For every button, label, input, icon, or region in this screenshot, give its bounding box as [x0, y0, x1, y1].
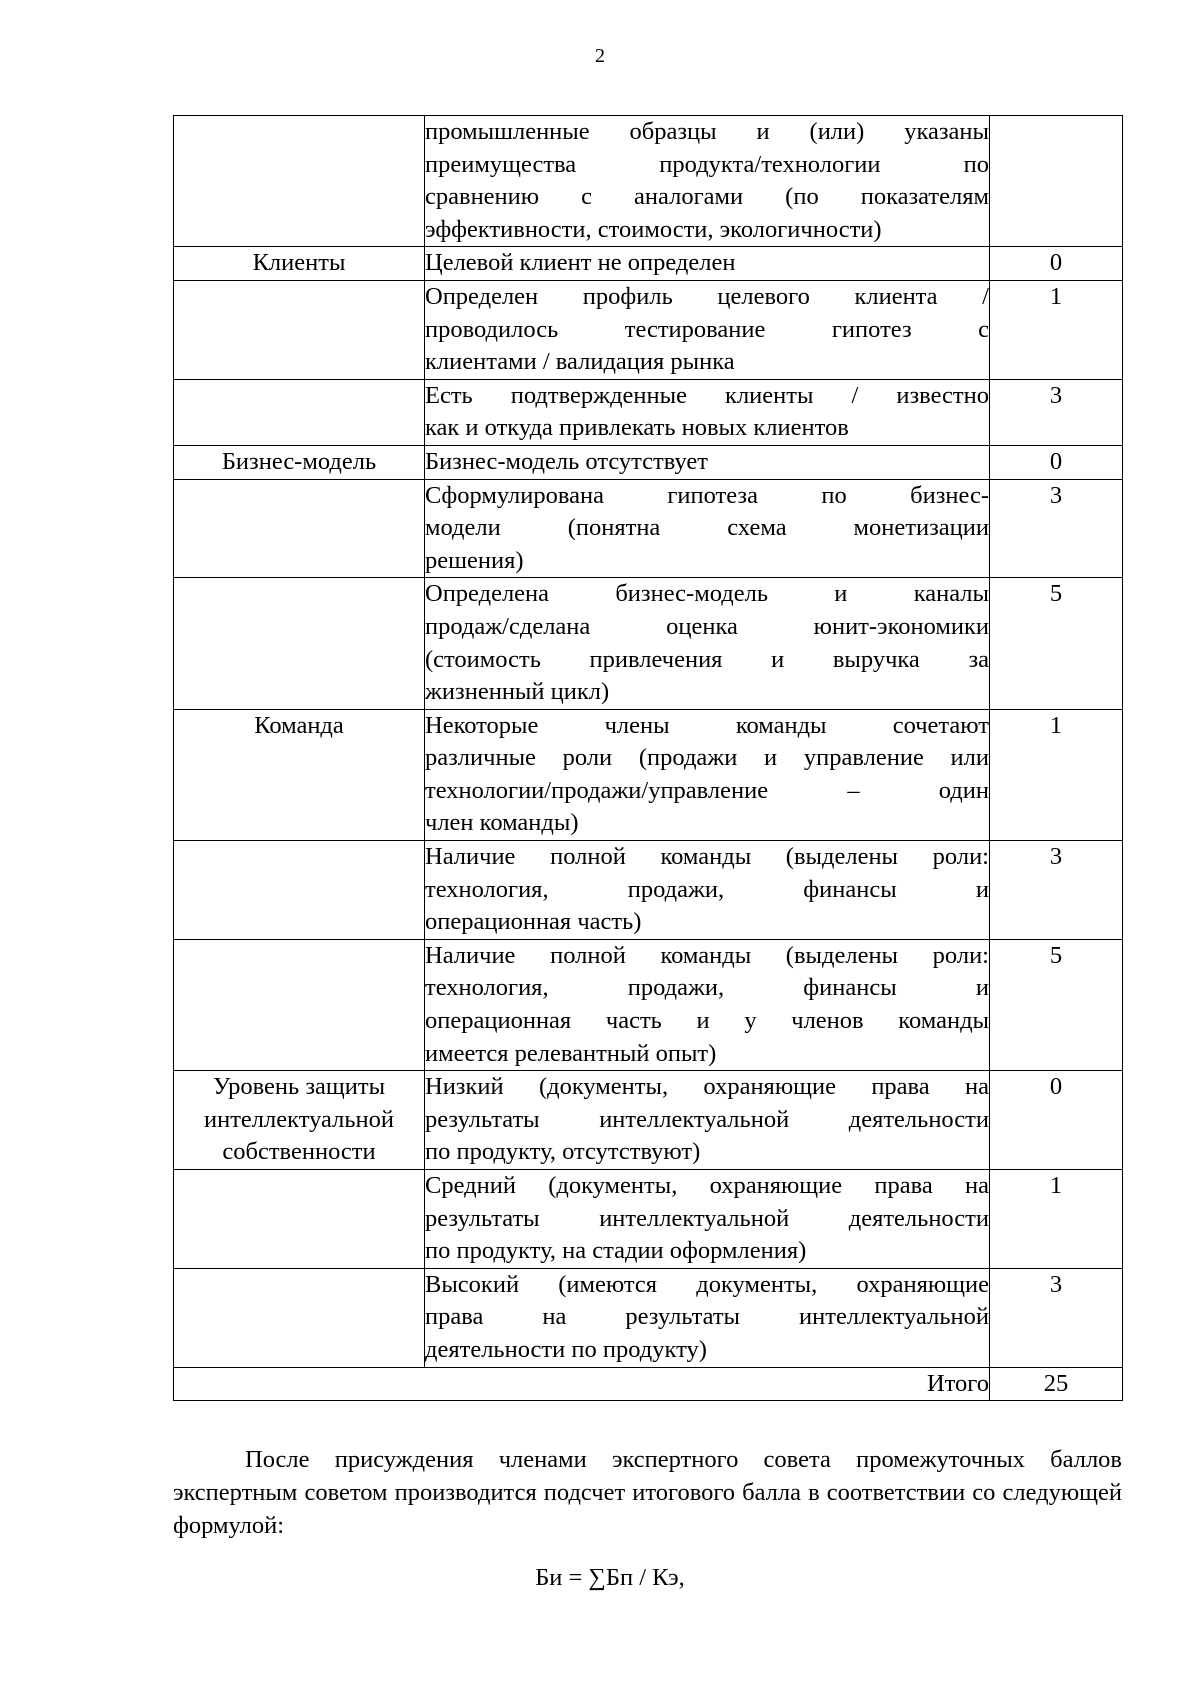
description-cell: Наличие полной команды (выделены роли: технология, продажи, финансы и операционная часть): [425, 841, 990, 940]
table-row: [174, 1170, 1123, 1269]
table-row: [174, 1268, 1123, 1367]
table-row: [174, 1071, 1123, 1170]
score-cell: 3: [990, 1268, 1123, 1367]
description-cell: Определена бизнес-модель и каналы продаж/сделана оценка юнит-экономики (стоимость привлечения и выручка за жизненный цикл): [425, 578, 990, 709]
criterion-cell: [174, 479, 425, 578]
description-cell: Сформулирована гипотеза по бизнес- модели (понятна схема монетизации решения): [425, 479, 990, 578]
criterion-cell: [174, 841, 425, 940]
description-cell: Определен профиль целевого клиента / проводилось тестирование гипотез с клиентами / валидация рынка: [425, 280, 990, 379]
description-cell: Низкий (документы, охраняющие права на результаты интеллектуальной деятельности по продукту, отсутствуют): [425, 1071, 990, 1170]
criterion-cell: [174, 280, 425, 379]
table-row: [174, 939, 1123, 1070]
score-cell: [990, 116, 1123, 247]
criterion-cell: [174, 578, 425, 709]
criterion-cell: [174, 379, 425, 445]
total-row: [174, 1367, 1123, 1401]
score-cell: 1: [990, 1170, 1123, 1269]
criterion-cell: [174, 116, 425, 247]
total-label: Итого: [174, 1367, 990, 1401]
score-cell: 0: [990, 1071, 1123, 1170]
table-row: [174, 841, 1123, 940]
table-row: [174, 445, 1123, 479]
score-cell: 1: [990, 280, 1123, 379]
criterion-business-model: Бизнес-модель: [174, 445, 425, 479]
criteria-table: [173, 115, 1123, 1401]
criterion-team: Команда: [174, 709, 425, 840]
criterion-clients: Клиенты: [174, 247, 425, 281]
criterion-ip-protection: Уровень защиты интеллектуальной собственности: [174, 1071, 425, 1170]
body-paragraph: После присуждения членами экспертного совета промежуточных баллов экспертным советом производится подсчет итогового балла в соответствии со следующей формулой:: [173, 1446, 1122, 1539]
score-cell: 3: [990, 841, 1123, 940]
total-value: 25: [990, 1367, 1123, 1401]
criterion-cell: [174, 1170, 425, 1269]
score-cell: 5: [990, 578, 1123, 709]
score-cell: 3: [990, 479, 1123, 578]
score-cell: 5: [990, 939, 1123, 1070]
criterion-cell: [174, 1268, 425, 1367]
description-cell: Бизнес-модель отсутствует: [425, 445, 990, 479]
description-cell: Целевой клиент не определен: [425, 247, 990, 281]
score-cell: 1: [990, 709, 1123, 840]
score-cell: 0: [990, 247, 1123, 281]
table-row: [174, 578, 1123, 709]
page-number: 2: [595, 45, 605, 67]
criterion-cell: [174, 939, 425, 1070]
description-cell: Есть подтвержденные клиенты / известно как и откуда привлекать новых клиентов: [425, 379, 990, 445]
table-row: [174, 379, 1123, 445]
table-row: [174, 709, 1123, 840]
table-row: [174, 479, 1123, 578]
description-cell: Наличие полной команды (выделены роли: технология, продажи, финансы и операционная часть и у членов команды имеется релевантный опыт): [425, 939, 990, 1070]
description-cell: промышленные образцы и (или) указаны преимущества продукта/технологии по сравнению с аналогами (по показателям эффективности, стоимости, экологичности): [425, 116, 990, 247]
score-cell: 3: [990, 379, 1123, 445]
table-row: [174, 280, 1123, 379]
formula: Би = ∑Бп / Кэ,: [535, 1564, 685, 1591]
table-row: [174, 116, 1123, 247]
table-row: [174, 247, 1123, 281]
score-cell: 0: [990, 445, 1123, 479]
description-cell: Некоторые члены команды сочетают различные роли (продажи и управление или технологии/продажи/управление – один член команды): [425, 709, 990, 840]
description-cell: Высокий (имеются документы, охраняющие права на результаты интеллектуальной деятельности по продукту): [425, 1268, 990, 1367]
description-cell: Средний (документы, охраняющие права на результаты интеллектуальной деятельности по продукту, на стадии оформления): [425, 1170, 990, 1269]
